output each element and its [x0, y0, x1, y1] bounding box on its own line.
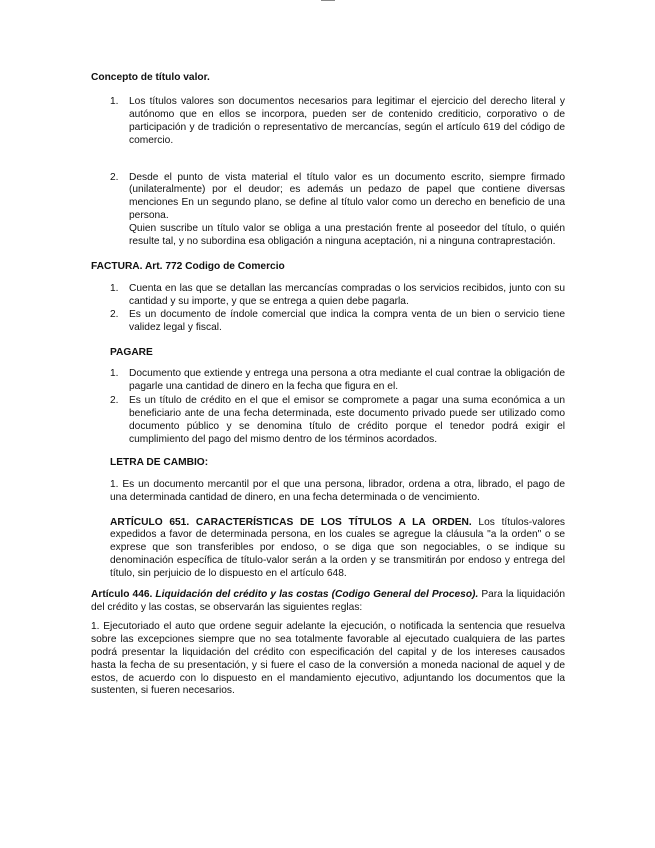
heading-concepto: Concepto de título valor. [91, 72, 210, 83]
document-page [91, 72, 565, 698]
article-446-title: Liquidación del crédito y las costas (Codigo General del Proceso). [152, 589, 479, 601]
page-top-mark [321, 0, 335, 5]
concepto-list [91, 96, 565, 249]
list-number: 2. [110, 395, 119, 407]
heading-pagare: PAGARE [110, 346, 153, 358]
final-paragraph: 1. Ejecutoriado el auto que ordene seguir adelante la ejecución, o notificada la sentencia que resuelva sobre las excepciones siempre que no sea totalmente favorable al ejecutado cualquiera de las partes podrá presentar la liquidación del crédito con especificación del capital y de los intereses causados hasta la fecha de su presentación, y si fuere el caso de la conversión a moneda nacional de aquel y de estos, de acuerdo con lo dispuesto en el mandamiento ejecutivo, adjuntando los documentos que la sustenten, si fueren necesarios. [91, 620, 565, 697]
list-text: Cuenta en las que se detallan las mercancías compradas o los servicios recibidos, junto con su cantidad y su importe, y que se entrega a quien debe pagarla. [129, 282, 565, 307]
article-651 [110, 517, 565, 582]
article-651-title: ARTÍCULO 651. CARACTERÍSTICAS DE LOS TÍTULOS A LA ORDEN. [110, 516, 472, 528]
article-651-text: Los títulos-valores expedidos a favor de determinada persona, en los cuales se agregue la cláusula "a la orden" o se exprese que son transferibles por endoso, o se diga que son negociables, o se indique su denominación específica de título-valor serán a la orden y se transmitirán por endoso y entrega del título, sin perjuicio de lo dispuesto en el artículo 648. [110, 516, 565, 580]
list-text: Es un título de crédito en el que el emisor se compromete a pagar una suma económica a un beneficiario ante de una fecha determinada, este documento privado puede ser utilizado como documento público y se denomina título de crédito porque el tenedor podrá exigir el cumplimiento del pago del mismo dentro de los términos acordados. [129, 395, 565, 445]
list-number: 1. [110, 95, 119, 107]
list-item [91, 96, 565, 148]
article-446 [91, 589, 565, 615]
list-text: Los títulos valores son documentos necesarios para legitimar el ejercicio del derecho literal y autónomo que en ellos se incorpora, pueden ser de contenido crediticio, corporativo o de participación y de tradición o representativo de mercancías, según el artículo 619 del código de comercio. [129, 95, 565, 146]
list-number: 1. [110, 282, 119, 294]
list-item [91, 309, 565, 335]
list-text: Documento que extiende y entrega una persona a otra mediante el cual contrae la obligación de pagarle una cantidad de dinero en la fecha que figura en el. [129, 368, 565, 393]
list-text: Es un documento de índole comercial que indica la compra venta de un bien o servicio tiene validez legal y fiscal. [129, 308, 565, 333]
heading-factura: FACTURA. Art. 772 Codigo de Comercio [91, 260, 285, 272]
concepto-paragraph: Quien suscribe un título valor se obliga a una prestación frente al poseedor del título, o quién resulte tal, y no subordina esa obligación a ninguna aceptación, ni a ninguna contraprestación. [129, 223, 565, 248]
list-text: Desde el punto de vista material el título valor es un documento escrito, siempre firmado (unilateralmente) por el deudor; es además un pedazo de papel que contiene diversas menciones En un segundo plano, se define al título valor como un derecho en beneficio de una persona. [129, 171, 565, 222]
factura-list [91, 283, 565, 335]
list-number: 1. [110, 368, 119, 380]
heading-letra-de-cambio: LETRA DE CAMBIO: [110, 456, 209, 468]
list-number: 2. [110, 308, 119, 320]
article-446-label: Artículo 446. [91, 589, 153, 601]
pagare-list [91, 368, 565, 446]
list-item [91, 283, 565, 309]
list-number: 2. [110, 171, 119, 183]
list-item [91, 368, 565, 394]
letra-paragraph: 1. Es un documento mercantil por el que una persona, librador, ordena a otra, librado, el pago de una determinada cantidad de dinero, en una fecha determinada o de vencimiento. [110, 478, 565, 503]
list-item [91, 172, 565, 224]
article-446-text: Para la liquidación del crédito y las costas, se observarán las siguientes reglas: [91, 589, 565, 613]
list-item [91, 395, 565, 447]
